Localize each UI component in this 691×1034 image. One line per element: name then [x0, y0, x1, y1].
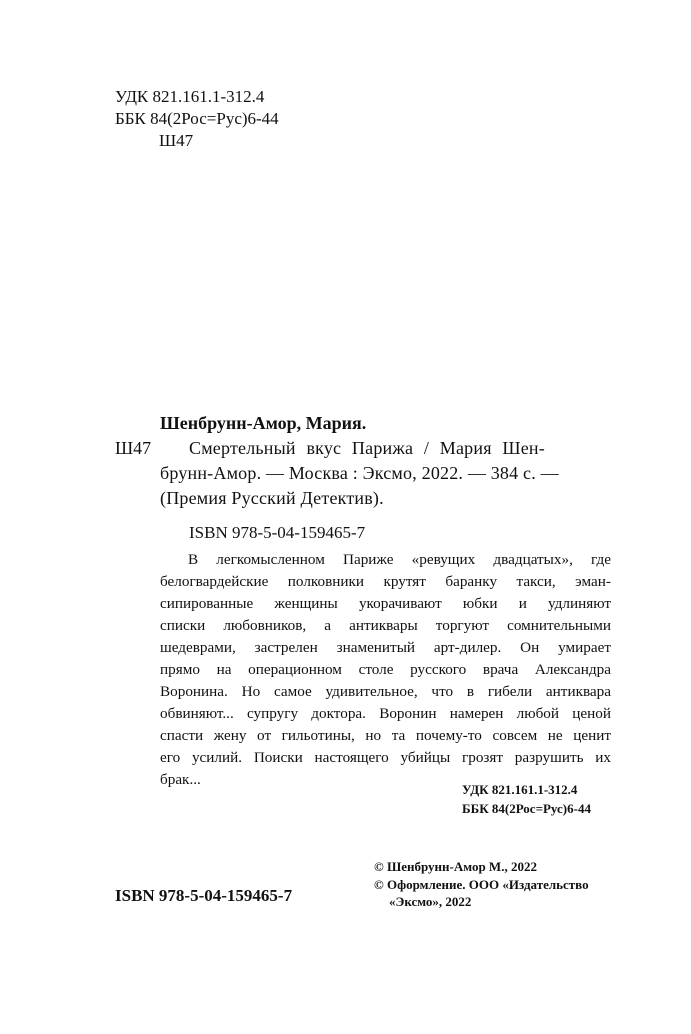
record-description-line: Смертельный вкус Парижа / Мария Шен-: [189, 438, 545, 458]
annotation-line: обвиняют... супругу доктора. Воронин намерен любой ценой: [160, 705, 611, 722]
record-isbn: ISBN 978-5-04-159465-7: [189, 523, 366, 542]
udk-code-bottom: УДК 821.161.1-312.4: [462, 782, 578, 797]
author-code-top: Ш47: [159, 131, 194, 150]
annotation-line: прямо на операционном столе русского врача Александра: [160, 661, 611, 678]
copyright-line: © Оформление. ООО «Издательство: [374, 877, 589, 892]
annotation-line: сипированные женщины укорачивают юбки и удлиняют: [160, 595, 611, 612]
annotation-line: Воронина. Но самое удивительное, что в гибели антиквара: [160, 683, 611, 700]
record-description-line: брунн-Амор. — Москва : Эксмо, 2022. — 384 с. —: [160, 463, 559, 483]
record-author: Шенбрунн-Амор, Мария.: [160, 413, 367, 433]
annotation-line: белогвардейские полковники крутят баранку такси, эман-: [160, 573, 611, 590]
annotation-paragraph: [160, 549, 611, 791]
annotation-line: шедеврами, застрелен знаменитый арт-дилер. Он умирает: [160, 639, 611, 656]
record-author-code: Ш47: [115, 438, 152, 458]
bbk-code-bottom: ББК 84(2Рос=Рус)6-44: [462, 801, 591, 816]
annotation-line: В легкомысленном Париже «ревущих двадцатых», где: [188, 551, 611, 568]
record-description-line: (Премия Русский Детектив).: [160, 488, 384, 508]
annotation-line: списки любовников, а антиквары торгуют сомнительными: [160, 617, 611, 634]
copyright-line: © Шенбрунн-Амор М., 2022: [374, 859, 537, 874]
annotation-line: его усилий. Поиски настоящего убийцы грозят разрушить их: [160, 749, 611, 766]
annotation-line: спасти жену от гильотины, но та почему-то совсем не ценит: [160, 727, 611, 744]
bbk-code-top: ББК 84(2Рос=Рус)6-44: [115, 109, 279, 128]
isbn-bottom: ISBN 978-5-04-159465-7: [115, 886, 293, 905]
udk-code-top: УДК 821.161.1-312.4: [115, 87, 265, 106]
copyright-line: «Эксмо», 2022: [389, 894, 472, 909]
annotation-line: брак...: [160, 771, 201, 788]
